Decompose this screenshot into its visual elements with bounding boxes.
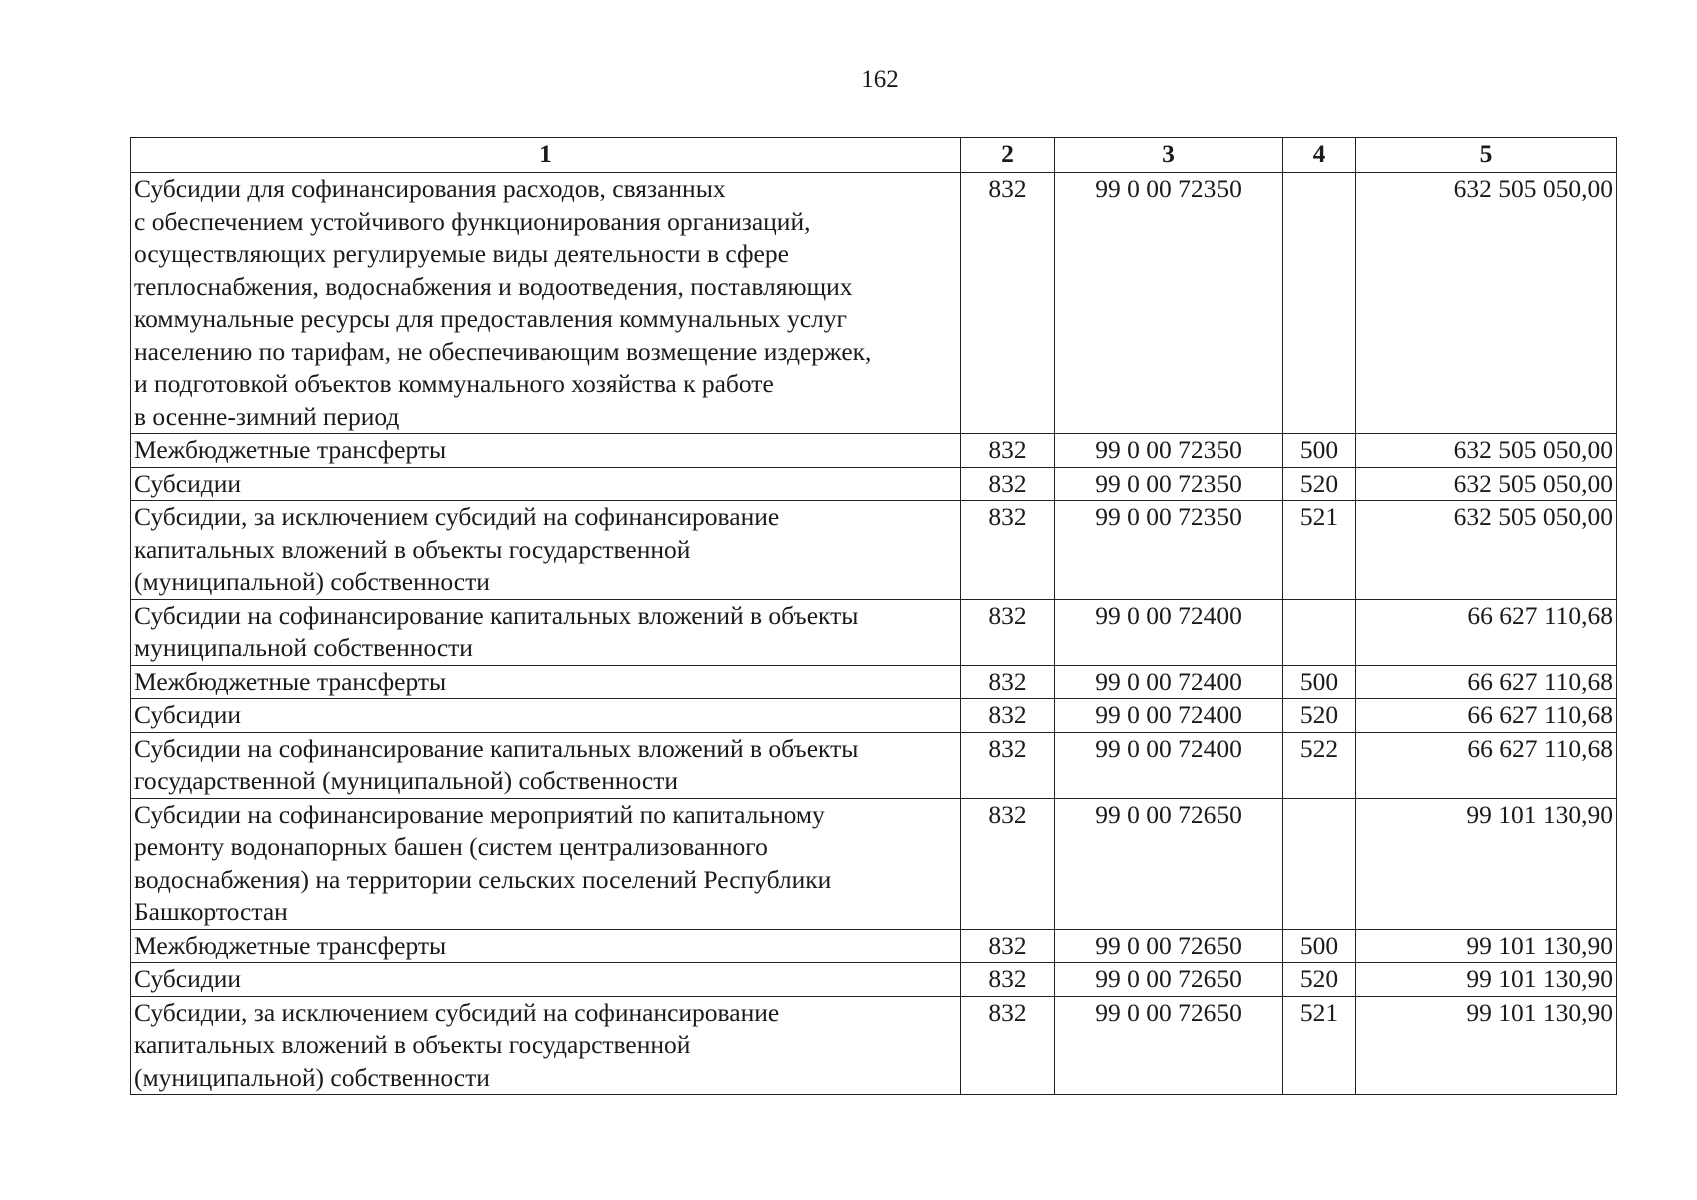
table-header <box>131 138 1617 173</box>
row-name: Субсидии <box>131 467 961 501</box>
table-row <box>131 798 1617 929</box>
table-row <box>131 732 1617 798</box>
table-row <box>131 173 1617 434</box>
row-name: Субсидии, за исключением субсидий на софинансирование капитальных вложений в объекты государственной (муниципальной) собственности <box>131 501 961 600</box>
row-ministry-code: 832 <box>961 732 1055 798</box>
row-expense-type: 522 <box>1283 732 1356 798</box>
row-name: Субсидии <box>131 699 961 733</box>
row-amount: 632 505 050,00 <box>1356 173 1617 434</box>
row-expense-type: 520 <box>1283 963 1356 997</box>
table-body <box>131 173 1617 1095</box>
row-ministry-code: 832 <box>961 173 1055 434</box>
row-expense-type: 500 <box>1283 929 1356 963</box>
row-expense-type: 500 <box>1283 434 1356 468</box>
row-ministry-code: 832 <box>961 963 1055 997</box>
row-ministry-code: 832 <box>961 434 1055 468</box>
row-target-article: 99 0 00 72350 <box>1055 173 1283 434</box>
row-amount: 66 627 110,68 <box>1356 732 1617 798</box>
row-ministry-code: 832 <box>961 996 1055 1095</box>
row-target-article: 99 0 00 72650 <box>1055 996 1283 1095</box>
row-expense-type: 520 <box>1283 699 1356 733</box>
row-expense-type: 521 <box>1283 996 1356 1095</box>
column-header-1: 1 <box>131 138 961 173</box>
row-name: Субсидии для софинансирования расходов, связанных с обеспечением устойчивого функционирования организаций, осуществляющих регулируемые виды деятельности в сфере теплоснабжения, водоснабжения и водоотведения, поставляющих коммунальные ресурсы для предоставления коммунальных услуг населению по тарифам, не обеспечивающим возмещение издержек, и подготовкой объектов коммунального хозяйства к работе в осенне-зимний период <box>131 173 961 434</box>
row-expense-type <box>1283 173 1356 434</box>
row-expense-type: 520 <box>1283 467 1356 501</box>
row-target-article: 99 0 00 72350 <box>1055 501 1283 600</box>
row-name: Субсидии на софинансирование капитальных вложений в объекты государственной (муниципальной) собственности <box>131 732 961 798</box>
column-header-3: 3 <box>1055 138 1283 173</box>
table-row <box>131 434 1617 468</box>
row-name: Межбюджетные трансферты <box>131 665 961 699</box>
column-header-5: 5 <box>1356 138 1617 173</box>
row-name: Субсидии на софинансирование капитальных вложений в объекты муниципальной собственности <box>131 599 961 665</box>
row-ministry-code: 832 <box>961 501 1055 600</box>
row-name: Межбюджетные трансферты <box>131 434 961 468</box>
row-target-article: 99 0 00 72400 <box>1055 699 1283 733</box>
table-row <box>131 467 1617 501</box>
row-amount: 66 627 110,68 <box>1356 599 1617 665</box>
row-expense-type: 500 <box>1283 665 1356 699</box>
row-amount: 632 505 050,00 <box>1356 501 1617 600</box>
row-ministry-code: 832 <box>961 665 1055 699</box>
column-header-2: 2 <box>961 138 1055 173</box>
row-target-article: 99 0 00 72350 <box>1055 467 1283 501</box>
table-row <box>131 501 1617 600</box>
row-amount: 99 101 130,90 <box>1356 798 1617 929</box>
row-amount: 66 627 110,68 <box>1356 665 1617 699</box>
table-row <box>131 699 1617 733</box>
budget-table <box>130 137 1617 1095</box>
row-amount: 99 101 130,90 <box>1356 929 1617 963</box>
row-name: Субсидии, за исключением субсидий на софинансирование капитальных вложений в объекты государственной (муниципальной) собственности <box>131 996 961 1095</box>
row-ministry-code: 832 <box>961 929 1055 963</box>
table-row <box>131 996 1617 1095</box>
header-row <box>131 138 1617 173</box>
page-number: 162 <box>861 66 899 93</box>
row-expense-type: 521 <box>1283 501 1356 600</box>
row-name: Субсидии <box>131 963 961 997</box>
row-amount: 632 505 050,00 <box>1356 467 1617 501</box>
row-expense-type <box>1283 798 1356 929</box>
row-name: Межбюджетные трансферты <box>131 929 961 963</box>
table-row <box>131 929 1617 963</box>
row-target-article: 99 0 00 72400 <box>1055 665 1283 699</box>
row-target-article: 99 0 00 72400 <box>1055 732 1283 798</box>
row-target-article: 99 0 00 72650 <box>1055 798 1283 929</box>
row-target-article: 99 0 00 72650 <box>1055 963 1283 997</box>
row-ministry-code: 832 <box>961 599 1055 665</box>
row-name: Субсидии на софинансирование мероприятий по капитальному ремонту водонапорных башен (систем централизованного водоснабжения) на территории сельских поселений Республики Башкортостан <box>131 798 961 929</box>
table-row <box>131 665 1617 699</box>
row-target-article: 99 0 00 72650 <box>1055 929 1283 963</box>
row-ministry-code: 832 <box>961 699 1055 733</box>
table-row <box>131 599 1617 665</box>
row-ministry-code: 832 <box>961 467 1055 501</box>
row-amount: 99 101 130,90 <box>1356 963 1617 997</box>
row-amount: 99 101 130,90 <box>1356 996 1617 1095</box>
row-target-article: 99 0 00 72350 <box>1055 434 1283 468</box>
table-row <box>131 963 1617 997</box>
row-ministry-code: 832 <box>961 798 1055 929</box>
row-amount: 66 627 110,68 <box>1356 699 1617 733</box>
row-target-article: 99 0 00 72400 <box>1055 599 1283 665</box>
row-expense-type <box>1283 599 1356 665</box>
row-amount: 632 505 050,00 <box>1356 434 1617 468</box>
column-header-4: 4 <box>1283 138 1356 173</box>
